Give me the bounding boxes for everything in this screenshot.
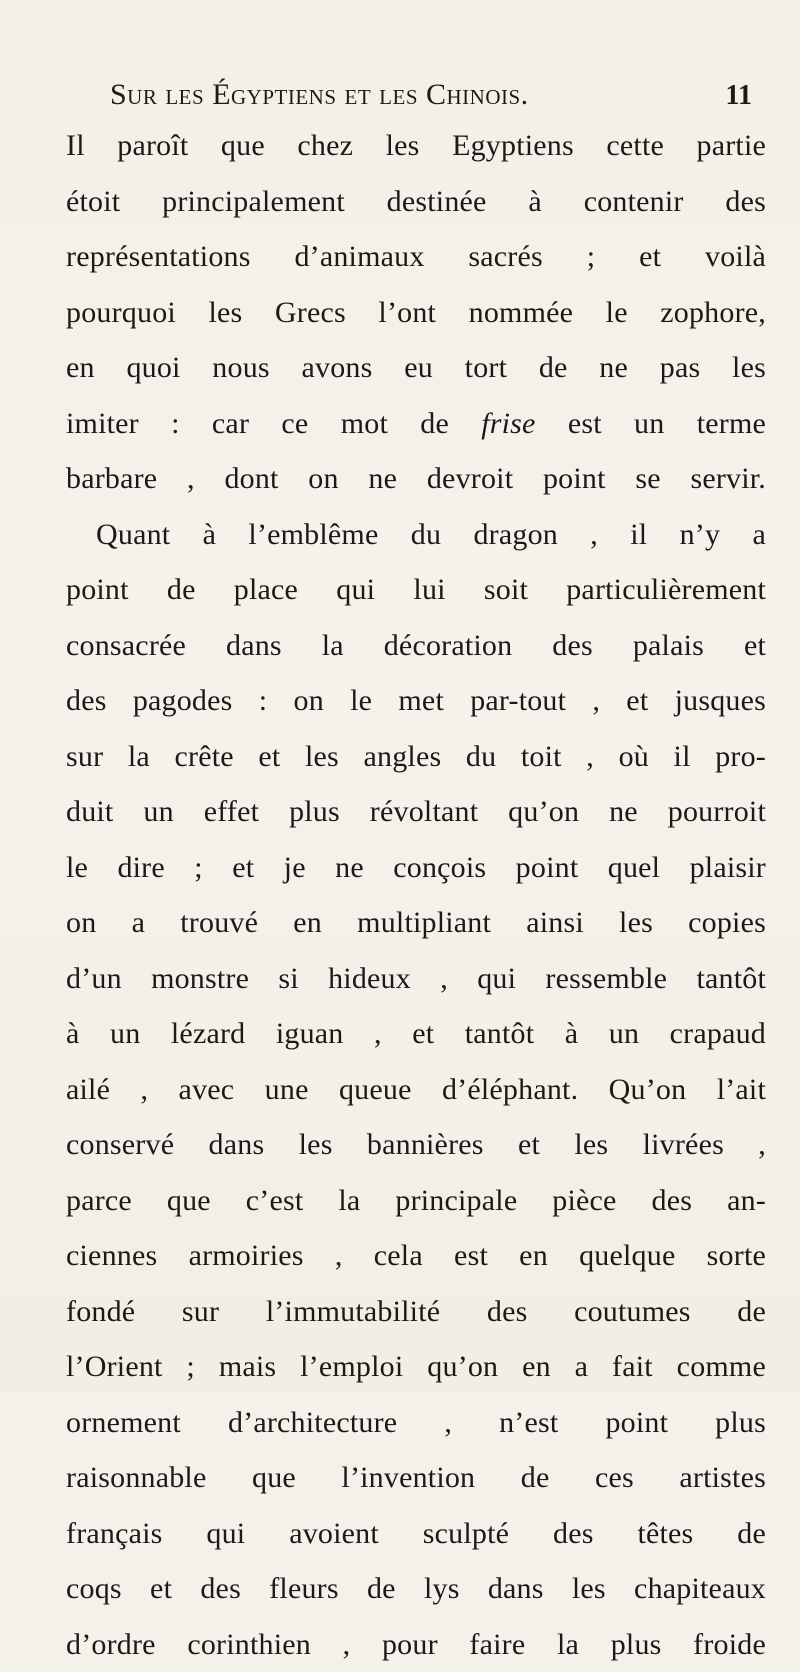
text-line: parce que c’est la principale pièce des an- (66, 1173, 766, 1229)
text-line: point de place qui lui soit particulièrement (66, 562, 766, 618)
text-line: on a trouvé en multipliant ainsi les copies (66, 895, 766, 951)
text-line: coqs et des fleurs de lys dans les chapiteaux (66, 1561, 766, 1617)
text-line: barbare , dont on ne devroit point se servir. (66, 451, 766, 507)
text-line: des pagodes : on le met par-tout , et jusques (66, 673, 766, 729)
text-line: fondé sur l’immutabilité des coutumes de (66, 1284, 766, 1340)
text-line: Quant à l’emblême du dragon , il n’y a (66, 507, 766, 563)
text-line: consacrée dans la décoration des palais et (66, 618, 766, 674)
text-line: duit un effet plus révoltant qu’on ne pourroit (66, 784, 766, 840)
text-line: étoit principalement destinée à contenir des (66, 174, 766, 230)
text-line: français qui avoient sculpté des têtes de (66, 1506, 766, 1562)
body-text (66, 118, 766, 1672)
italic-word: frise (481, 407, 535, 440)
text-line: à un lézard iguan , et tantôt à un crapaud (66, 1006, 766, 1062)
page-number: 11 (726, 80, 752, 112)
text-line: ailé , avec une queue d’éléphant. Qu’on l’ait (66, 1062, 766, 1118)
text-line: Il paroît que chez les Egyptiens cette partie (66, 118, 766, 174)
text-line: ornement d’architecture , n’est point plus (66, 1395, 766, 1451)
running-head (110, 78, 760, 122)
text-line: d’ordre corinthien , pour faire la plus froide (66, 1617, 766, 1672)
text-line: en quoi nous avons eu tort de ne pas les (66, 340, 766, 396)
text-line: pourquoi les Grecs l’ont nommée le zophore, (66, 285, 766, 341)
text-line: l’Orient ; mais l’emploi qu’on en a fait comme (66, 1339, 766, 1395)
text-line: ciennes armoiries , cela est en quelque sorte (66, 1228, 766, 1284)
running-title: Sur les Égyptiens et les Chinois. (110, 78, 529, 112)
text-line: conservé dans les bannières et les livrées , (66, 1117, 766, 1173)
text-line: d’un monstre si hideux , qui ressemble tantôt (66, 951, 766, 1007)
text-line: raisonnable que l’invention de ces artistes (66, 1450, 766, 1506)
text-line: imiter : car ce mot de frise est un terme (66, 396, 766, 452)
text-line: le dire ; et je ne conçois point quel plaisir (66, 840, 766, 896)
text-line: sur la crête et les angles du toit , où il pro- (66, 729, 766, 785)
text-line: représentations d’animaux sacrés ; et voilà (66, 229, 766, 285)
